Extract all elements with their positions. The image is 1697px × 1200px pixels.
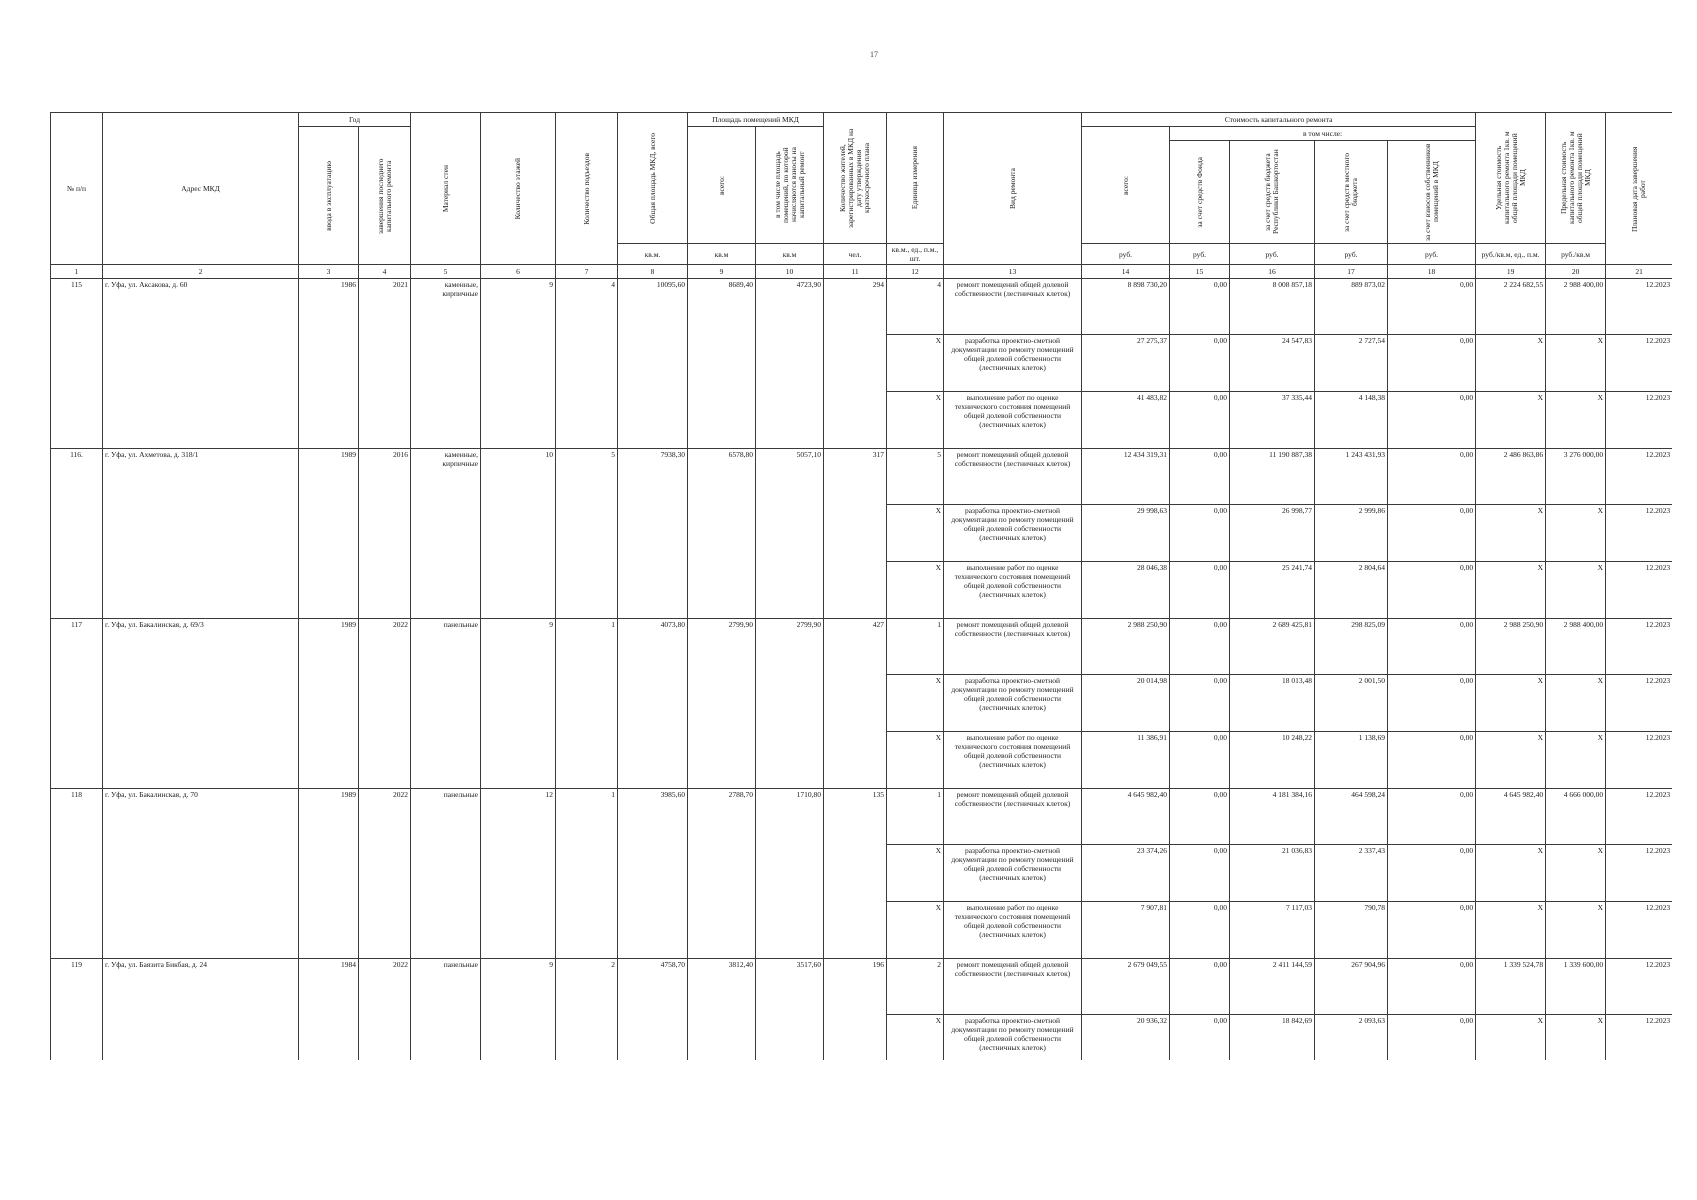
unit-cell: чел.	[824, 244, 887, 265]
planned-date: 12.2023	[1606, 335, 1672, 392]
specific-cost: X	[1476, 1015, 1546, 1061]
record-number: 117	[51, 619, 103, 789]
header-col-area-total: всего:	[688, 127, 756, 244]
wall-material: каменные, кирпичные	[411, 279, 481, 449]
specific-cost: 2 988 250,90	[1476, 619, 1546, 675]
cost-republic: 37 335,44	[1230, 392, 1315, 449]
cost-fund: 0,00	[1170, 619, 1230, 675]
cost-total: 29 998,63	[1082, 505, 1170, 562]
cost-republic: 18 842,69	[1230, 1015, 1315, 1061]
planned-date: 12.2023	[1606, 789, 1672, 845]
wall-material: панельные	[411, 619, 481, 789]
work-type: выполнение работ по оценке технического состояния помещений общей долевой собственности (лестничных клеток)	[944, 562, 1082, 619]
unit-cell: кв.м	[756, 244, 824, 265]
cost-owners: 0,00	[1388, 619, 1476, 675]
cost-fund: 0,00	[1170, 449, 1230, 505]
limit-cost: 2 988 400,00	[1546, 619, 1606, 675]
column-number: 5	[411, 265, 481, 279]
unit-cell: кв.м	[688, 244, 756, 265]
work-type: разработка проектно-сметной документации по ремонту помещений общей долевой собственности (лестничных клеток)	[944, 1015, 1082, 1061]
record-number: 115	[51, 279, 103, 449]
cost-local: 2 093,63	[1315, 1015, 1388, 1061]
column-number: 14	[1082, 265, 1170, 279]
header-col-specific: Удельная стоимость капитального ремонта 1кв. м общей площади помещений МКД	[1476, 113, 1546, 244]
specific-cost: 2 224 682,55	[1476, 279, 1546, 335]
building-address: г. Уфа, ул. Ахметова, д. 318/1	[103, 449, 299, 619]
work-type: разработка проектно-сметной документации по ремонту помещений общей долевой собственности (лестничных клеток)	[944, 505, 1082, 562]
table-header	[51, 113, 1673, 279]
total-area: 4758,70	[618, 959, 688, 1061]
planned-date: 12.2023	[1606, 732, 1672, 789]
unit-cell: руб.	[1315, 244, 1388, 265]
header-group-premises: Площадь помещений МКД	[688, 113, 824, 127]
residents-count: 294	[824, 279, 887, 449]
cost-republic: 21 036,83	[1230, 845, 1315, 902]
cost-owners: 0,00	[1388, 732, 1476, 789]
header-col-total-area: Общая площадь МКД, всего	[618, 113, 688, 244]
limit-cost: 2 988 400,00	[1546, 279, 1606, 335]
year-commission: 1984	[299, 959, 359, 1061]
entrances-count: 1	[556, 619, 618, 789]
work-unit: 1	[887, 789, 944, 845]
planned-date: 12.2023	[1606, 392, 1672, 449]
cost-owners: 0,00	[1388, 279, 1476, 335]
specific-cost: X	[1476, 335, 1546, 392]
header-col-cost-republic: за счет средств бюджета Республики Башкортостан	[1230, 141, 1315, 244]
column-number: 11	[824, 265, 887, 279]
header-col-cost-total: всего:	[1082, 127, 1170, 244]
header-col-cost-fund: за счет средств Фонда	[1170, 141, 1230, 244]
specific-cost: X	[1476, 902, 1546, 959]
limit-cost: 3 276 000,00	[1546, 449, 1606, 505]
cost-local: 4 148,38	[1315, 392, 1388, 449]
work-unit: 4	[887, 279, 944, 335]
work-type: ремонт помещений общей долевой собственности (лестничных клеток)	[944, 619, 1082, 675]
cost-local: 1 138,69	[1315, 732, 1388, 789]
planned-date: 12.2023	[1606, 902, 1672, 959]
header-col-unit: Единица измерения	[887, 113, 944, 244]
cost-local: 790,78	[1315, 902, 1388, 959]
planned-date: 12.2023	[1606, 505, 1672, 562]
limit-cost: X	[1546, 845, 1606, 902]
cost-republic: 8 008 857,18	[1230, 279, 1315, 335]
limit-cost: X	[1546, 902, 1606, 959]
column-number: 18	[1388, 265, 1476, 279]
cost-total: 41 483,82	[1082, 392, 1170, 449]
cost-fund: 0,00	[1170, 279, 1230, 335]
year-last-repair: 2016	[359, 449, 411, 619]
record-group	[51, 789, 1673, 959]
building-address: г. Уфа, ул. Аксакова, д. 60	[103, 279, 299, 449]
work-unit: X	[887, 505, 944, 562]
cost-fund: 0,00	[1170, 902, 1230, 959]
cost-local: 2 001,50	[1315, 675, 1388, 732]
cost-fund: 0,00	[1170, 789, 1230, 845]
cost-local: 267 904,96	[1315, 959, 1388, 1015]
cost-fund: 0,00	[1170, 335, 1230, 392]
work-unit: 5	[887, 449, 944, 505]
header-col-area-fund: в том числе площадь помещений, по которой начисляются взносы на капитальный ремонт	[756, 127, 824, 244]
total-area: 10095,60	[618, 279, 688, 449]
limit-cost: X	[1546, 505, 1606, 562]
work-unit: X	[887, 562, 944, 619]
limit-cost: X	[1546, 562, 1606, 619]
cost-total: 27 275,37	[1082, 335, 1170, 392]
cost-total: 28 046,38	[1082, 562, 1170, 619]
building-address: г. Уфа, ул. Баязита Бикбая, д. 24	[103, 959, 299, 1061]
work-unit: X	[887, 1015, 944, 1061]
specific-cost: X	[1476, 392, 1546, 449]
column-number: 7	[556, 265, 618, 279]
column-number: 3	[299, 265, 359, 279]
record-group	[51, 959, 1673, 1061]
floors-count: 9	[481, 619, 556, 789]
cost-owners: 0,00	[1388, 675, 1476, 732]
table-row	[51, 959, 1673, 1015]
column-number: 13	[944, 265, 1082, 279]
work-unit: X	[887, 845, 944, 902]
cost-local: 2 999,86	[1315, 505, 1388, 562]
cost-republic: 4 181 384,16	[1230, 789, 1315, 845]
total-area: 4073,80	[618, 619, 688, 789]
cost-total: 8 898 730,20	[1082, 279, 1170, 335]
premises-area-fund: 3517,60	[756, 959, 824, 1061]
year-last-repair: 2021	[359, 279, 411, 449]
cost-local: 1 243 431,93	[1315, 449, 1388, 505]
cost-republic: 18 013,48	[1230, 675, 1315, 732]
wall-material: панельные	[411, 789, 481, 959]
work-unit: 2	[887, 959, 944, 1015]
planned-date: 12.2023	[1606, 562, 1672, 619]
residents-count: 317	[824, 449, 887, 619]
work-unit: X	[887, 335, 944, 392]
work-unit: X	[887, 675, 944, 732]
cost-total: 2 679 049,55	[1082, 959, 1170, 1015]
premises-area-fund: 4723,90	[756, 279, 824, 449]
work-type: выполнение работ по оценке технического состояния помещений общей долевой собственности (лестничных клеток)	[944, 902, 1082, 959]
cost-fund: 0,00	[1170, 505, 1230, 562]
work-type: ремонт помещений общей долевой собственности (лестничных клеток)	[944, 959, 1082, 1015]
work-type: разработка проектно-сметной документации по ремонту помещений общей долевой собственности (лестничных клеток)	[944, 845, 1082, 902]
cost-total: 20 014,98	[1082, 675, 1170, 732]
specific-cost: X	[1476, 675, 1546, 732]
cost-republic: 25 241,74	[1230, 562, 1315, 619]
floors-count: 12	[481, 789, 556, 959]
record-group	[51, 279, 1673, 449]
planned-date: 12.2023	[1606, 675, 1672, 732]
premises-area: 3812,40	[688, 959, 756, 1061]
planned-date: 12.2023	[1606, 845, 1672, 902]
planned-date: 12.2023	[1606, 1015, 1672, 1061]
work-type: ремонт помещений общей долевой собственности (лестничных клеток)	[944, 789, 1082, 845]
residents-count: 135	[824, 789, 887, 959]
cost-local: 2 727,54	[1315, 335, 1388, 392]
cost-fund: 0,00	[1170, 845, 1230, 902]
unit-cell: руб.	[1170, 244, 1230, 265]
work-unit: X	[887, 902, 944, 959]
building-address: г. Уфа, ул. Бакалинская, д. 70	[103, 789, 299, 959]
year-last-repair: 2022	[359, 619, 411, 789]
cost-owners: 0,00	[1388, 335, 1476, 392]
record-group	[51, 619, 1673, 789]
column-number: 20	[1546, 265, 1606, 279]
cost-republic: 7 117,03	[1230, 902, 1315, 959]
year-commission: 1989	[299, 449, 359, 619]
floors-count: 9	[481, 279, 556, 449]
cost-fund: 0,00	[1170, 1015, 1230, 1061]
unit-cell: руб./кв.м, ед., п.м.	[1476, 244, 1546, 265]
table-row	[51, 279, 1673, 335]
work-type: выполнение работ по оценке технического состояния помещений общей долевой собственности (лестничных клеток)	[944, 392, 1082, 449]
entrances-count: 4	[556, 279, 618, 449]
entrances-count: 1	[556, 789, 618, 959]
year-commission: 1989	[299, 619, 359, 789]
cost-local: 889 873,02	[1315, 279, 1388, 335]
column-number: 6	[481, 265, 556, 279]
premises-area: 6578,80	[688, 449, 756, 619]
page-number: 17	[870, 50, 878, 59]
cost-total: 12 434 319,31	[1082, 449, 1170, 505]
header-col-residents: Количество жителей, зарегистрированных в МКД на дату утверждения краткосрочного плана	[824, 113, 887, 244]
header-group-cost: Стоимость капитального ремонта	[1082, 113, 1476, 127]
wall-material: панельные	[411, 959, 481, 1061]
year-commission: 1986	[299, 279, 359, 449]
column-number: 8	[618, 265, 688, 279]
specific-cost: X	[1476, 562, 1546, 619]
specific-cost: X	[1476, 505, 1546, 562]
column-number: 15	[1170, 265, 1230, 279]
column-number: 12	[887, 265, 944, 279]
repair-plan-table	[50, 112, 1672, 1060]
column-number-row	[51, 265, 1673, 279]
record-number: 116.	[51, 449, 103, 619]
cost-owners: 0,00	[1388, 562, 1476, 619]
cost-republic: 11 190 887,38	[1230, 449, 1315, 505]
wall-material: каменные, кирпичные	[411, 449, 481, 619]
planned-date: 12.2023	[1606, 279, 1672, 335]
cost-owners: 0,00	[1388, 845, 1476, 902]
residents-count: 427	[824, 619, 887, 789]
cost-owners: 0,00	[1388, 959, 1476, 1015]
cost-republic: 26 998,77	[1230, 505, 1315, 562]
cost-total: 2 988 250,90	[1082, 619, 1170, 675]
limit-cost: 4 666 000,00	[1546, 789, 1606, 845]
limit-cost: X	[1546, 732, 1606, 789]
table-row	[51, 619, 1673, 675]
cost-fund: 0,00	[1170, 392, 1230, 449]
cost-republic: 24 547,83	[1230, 335, 1315, 392]
header-col-no: № п/п	[51, 113, 103, 265]
limit-cost: 1 339 600,00	[1546, 959, 1606, 1015]
repair-table-container	[50, 112, 1672, 1060]
cost-republic: 2 411 144,59	[1230, 959, 1315, 1015]
residents-count: 196	[824, 959, 887, 1061]
header-group-year: Год	[299, 113, 411, 127]
column-number: 2	[103, 265, 299, 279]
work-unit: X	[887, 392, 944, 449]
planned-date: 12.2023	[1606, 959, 1672, 1015]
work-type: выполнение работ по оценке технического состояния помещений общей долевой собственности (лестничных клеток)	[944, 732, 1082, 789]
premises-area-fund: 1710,80	[756, 789, 824, 959]
floors-count: 10	[481, 449, 556, 619]
floors-count: 9	[481, 959, 556, 1061]
cost-total: 7 907,81	[1082, 902, 1170, 959]
specific-cost: 2 486 863,86	[1476, 449, 1546, 505]
header-col-repair-type: Вид ремонта	[944, 113, 1082, 265]
header-col-limit: Предельная стоимость капитального ремонта 1кв. м общей площади помещений МКД	[1546, 113, 1606, 244]
year-last-repair: 2022	[359, 789, 411, 959]
premises-area: 8689,40	[688, 279, 756, 449]
header-col-year-commission: ввода в эксплуатацию	[299, 127, 359, 265]
header-col-entrances: Количество подъездов	[556, 113, 618, 265]
cost-owners: 0,00	[1388, 449, 1476, 505]
premises-area: 2788,70	[688, 789, 756, 959]
cost-owners: 0,00	[1388, 902, 1476, 959]
cost-owners: 0,00	[1388, 1015, 1476, 1061]
record-group	[51, 449, 1673, 619]
cost-owners: 0,00	[1388, 789, 1476, 845]
unit-cell: руб.	[1388, 244, 1476, 265]
column-number: 21	[1606, 265, 1672, 279]
work-unit: 1	[887, 619, 944, 675]
unit-cell: руб.	[1230, 244, 1315, 265]
premises-area-fund: 2799,90	[756, 619, 824, 789]
work-unit: X	[887, 732, 944, 789]
header-col-year-repair: завершения последнего капитального ремонта	[359, 127, 411, 265]
column-number: 16	[1230, 265, 1315, 279]
cost-total: 23 374,26	[1082, 845, 1170, 902]
cost-republic: 10 248,22	[1230, 732, 1315, 789]
premises-area-fund: 5057,10	[756, 449, 824, 619]
cost-local: 298 825,09	[1315, 619, 1388, 675]
limit-cost: X	[1546, 675, 1606, 732]
cost-fund: 0,00	[1170, 675, 1230, 732]
cost-local: 2 804,64	[1315, 562, 1388, 619]
limit-cost: X	[1546, 392, 1606, 449]
cost-total: 11 386,91	[1082, 732, 1170, 789]
total-area: 3985,60	[618, 789, 688, 959]
cost-republic: 2 689 425,81	[1230, 619, 1315, 675]
header-col-address: Адрес МКД	[103, 113, 299, 265]
work-type: разработка проектно-сметной документации по ремонту помещений общей долевой собственности (лестничных клеток)	[944, 675, 1082, 732]
column-number: 17	[1315, 265, 1388, 279]
header-col-cost-local: за счет средств местного бюджета	[1315, 141, 1388, 244]
specific-cost: 1 339 524,78	[1476, 959, 1546, 1015]
cost-owners: 0,00	[1388, 505, 1476, 562]
building-address: г. Уфа, ул. Бакалинская, д. 69/3	[103, 619, 299, 789]
limit-cost: X	[1546, 1015, 1606, 1061]
year-last-repair: 2022	[359, 959, 411, 1061]
header-sub-including: в том числе:	[1170, 127, 1476, 141]
header-col-wall: Материал стен	[411, 113, 481, 265]
cost-total: 4 645 982,40	[1082, 789, 1170, 845]
cost-local: 464 598,24	[1315, 789, 1388, 845]
column-number: 4	[359, 265, 411, 279]
table-row	[51, 789, 1673, 845]
column-number: 1	[51, 265, 103, 279]
planned-date: 12.2023	[1606, 619, 1672, 675]
specific-cost: X	[1476, 732, 1546, 789]
year-commission: 1989	[299, 789, 359, 959]
total-area: 7938,30	[618, 449, 688, 619]
specific-cost: X	[1476, 845, 1546, 902]
cost-owners: 0,00	[1388, 392, 1476, 449]
cost-fund: 0,00	[1170, 959, 1230, 1015]
cost-fund: 0,00	[1170, 732, 1230, 789]
record-number: 119	[51, 959, 103, 1061]
premises-area: 2799,90	[688, 619, 756, 789]
record-number: 118	[51, 789, 103, 959]
unit-cell: кв.м.	[618, 244, 688, 265]
limit-cost: X	[1546, 335, 1606, 392]
header-col-floors: Количество этажей	[481, 113, 556, 265]
planned-date: 12.2023	[1606, 449, 1672, 505]
work-type: разработка проектно-сметной документации по ремонту помещений общей долевой собственности (лестничных клеток)	[944, 335, 1082, 392]
unit-cell: руб.	[1082, 244, 1170, 265]
unit-cell: руб./кв.м	[1546, 244, 1606, 265]
cost-fund: 0,00	[1170, 562, 1230, 619]
column-number: 19	[1476, 265, 1546, 279]
specific-cost: 4 645 982,40	[1476, 789, 1546, 845]
header-col-cost-owners: за счет взносов собственников помещений в МКД	[1388, 141, 1476, 244]
table-row	[51, 449, 1673, 505]
header-col-date: Плановая дата завершения работ	[1606, 113, 1672, 265]
work-type: ремонт помещений общей долевой собственности (лестничных клеток)	[944, 279, 1082, 335]
unit-cell: кв.м., ед., п.м., шт.	[887, 244, 944, 265]
column-number: 9	[688, 265, 756, 279]
entrances-count: 2	[556, 959, 618, 1061]
cost-total: 20 936,32	[1082, 1015, 1170, 1061]
work-type: ремонт помещений общей долевой собственности (лестничных клеток)	[944, 449, 1082, 505]
cost-local: 2 337,43	[1315, 845, 1388, 902]
column-number: 10	[756, 265, 824, 279]
entrances-count: 5	[556, 449, 618, 619]
